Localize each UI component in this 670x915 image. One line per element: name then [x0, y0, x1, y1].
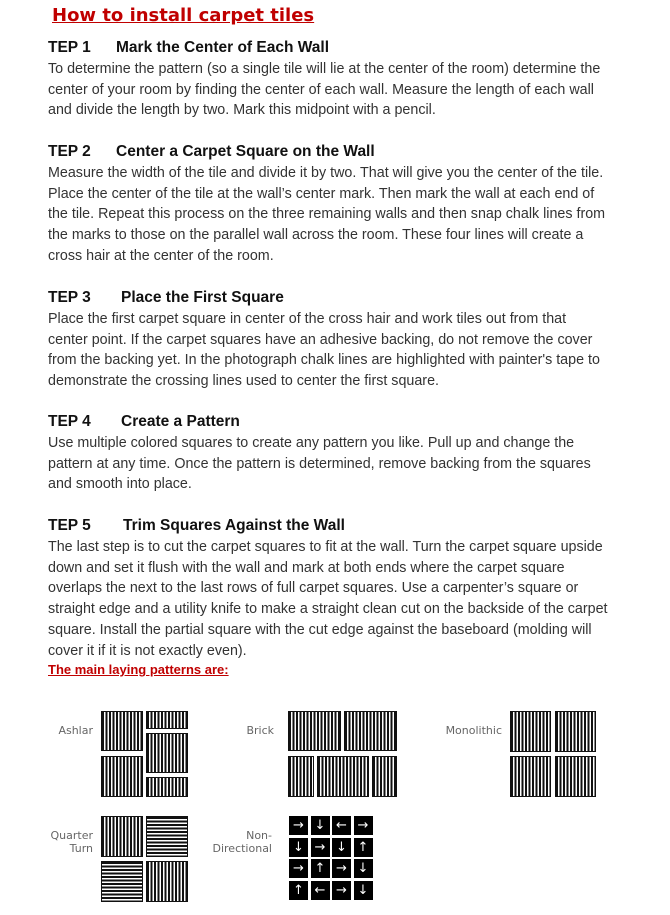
step-4-heading — [48, 412, 608, 432]
brick-tile — [288, 711, 341, 751]
direction-arrow-icon: ← — [311, 881, 330, 900]
direction-arrow-icon: → — [332, 859, 351, 878]
step-3-number: TEP 3 — [48, 289, 91, 306]
direction-arrow-icon: ↑ — [354, 838, 373, 857]
step-1-number: TEP 1 — [48, 39, 91, 56]
direction-arrow-icon: ↑ — [311, 859, 330, 878]
ashlar-tile — [101, 756, 143, 797]
step-5-title: Trim Squares Against the Wall — [123, 517, 345, 534]
step-5-body: The last step is to cut the carpet squares to fit at the wall. Turn the carpet square upside down and set it flush with the wall and mark at both ends where the carpet square overlaps the next to the last rows of full carpet squares. Use a carpenter’s square or straight edge and a utility knife to make a straight clean cut on the backside of the carpet square. Install the partial square with the cut edge against the baseboard (molding will cover it if it is not exactly even). — [48, 539, 608, 659]
brick-tile — [372, 756, 397, 797]
non-directional-label-line-2: Directional — [212, 842, 272, 855]
step-2-body: Measure the width of the tile and divide it by two. That will give you the center of the tile. Place the center of the tile at the wall’s center mark. Then mark the wall at each end of the tile. Repeat this process on the three remaining walls and then snap chalk lines from the marks to those on the parallel wall across the room. These four lines will create a cross hair at the center of the room. — [48, 165, 606, 264]
quarter-turn-tile — [146, 816, 188, 857]
step-2-title: Center a Carpet Square on the Wall — [116, 143, 375, 160]
quarter-turn-tile — [101, 816, 143, 857]
monolithic-tile — [555, 756, 596, 797]
step-4-body: Use multiple colored squares to create any pattern you like. Pull up and change the pattern at any time. Once the pattern is determined, remove backing from the squares and smooth into place. — [48, 435, 591, 493]
patterns-heading: The main laying patterns are: — [48, 662, 229, 677]
ashlar-tile — [146, 711, 188, 729]
monolithic-label: Monolithic — [445, 724, 502, 737]
step-2 — [48, 142, 608, 267]
non-directional-label-line-1: Non- — [246, 829, 272, 842]
ashlar-tile — [146, 777, 188, 797]
non-directional-label — [200, 829, 272, 855]
step-1-body: To determine the pattern (so a single tile will lie at the center of the room) determine the center of your room by finding the center of each wall. Measure the length of each wall and divide the length by two. Mark this midpoint with a pencil. — [48, 61, 601, 119]
direction-arrow-icon: → — [354, 816, 373, 835]
step-3 — [48, 288, 608, 392]
direction-arrow-icon: ↓ — [354, 859, 373, 878]
step-1 — [48, 38, 608, 121]
direction-arrow-icon: ↑ — [289, 881, 308, 900]
direction-arrow-icon: → — [332, 881, 351, 900]
monolithic-tile — [555, 711, 596, 752]
ashlar-label: Ashlar — [58, 724, 93, 737]
quarter-turn-label-line-1: Quarter — [50, 829, 93, 842]
direction-arrow-icon: ↓ — [311, 816, 330, 835]
direction-arrow-icon: ↓ — [354, 881, 373, 900]
step-2-number: TEP 2 — [48, 143, 91, 160]
step-4-number: TEP 4 — [48, 413, 91, 430]
brick-tile — [344, 711, 397, 751]
quarter-turn-tile — [101, 861, 143, 902]
direction-arrow-icon: → — [289, 816, 308, 835]
step-1-title: Mark the Center of Each Wall — [116, 39, 330, 56]
direction-arrow-icon: → — [311, 838, 330, 857]
quarter-turn-tile — [146, 861, 188, 902]
step-3-title: Place the First Square — [121, 289, 284, 306]
direction-arrow-icon: ↓ — [289, 838, 308, 857]
step-4-title: Create a Pattern — [121, 413, 240, 430]
step-5-heading — [48, 516, 608, 536]
brick-tile — [317, 756, 369, 797]
step-2-heading — [48, 142, 608, 162]
direction-arrow-icon: ↓ — [332, 838, 351, 857]
ashlar-tile — [146, 733, 188, 773]
page-title: How to install carpet tiles — [52, 5, 315, 26]
step-3-heading — [48, 288, 608, 308]
monolithic-tile — [510, 756, 551, 797]
direction-arrow-icon: → — [289, 859, 308, 878]
quarter-turn-label-line-2: Turn — [69, 842, 93, 855]
brick-label: Brick — [246, 724, 274, 737]
quarter-turn-label — [40, 829, 93, 855]
step-5-number: TEP 5 — [48, 517, 91, 534]
step-5 — [48, 516, 608, 661]
step-1-heading — [48, 38, 608, 58]
step-4 — [48, 412, 608, 495]
brick-tile — [288, 756, 314, 797]
ashlar-tile — [101, 711, 143, 751]
monolithic-tile — [510, 711, 551, 752]
step-3-body: Place the first carpet square in center of the cross hair and work tiles out from that center point. If the carpet squares have an adhesive backing, do not remove the cover from the backing yet. In the photograph chalk lines are highlighted with painter's tape to demonstrate the crossing lines used to center the first square. — [48, 311, 600, 390]
direction-arrow-icon: ← — [332, 816, 351, 835]
